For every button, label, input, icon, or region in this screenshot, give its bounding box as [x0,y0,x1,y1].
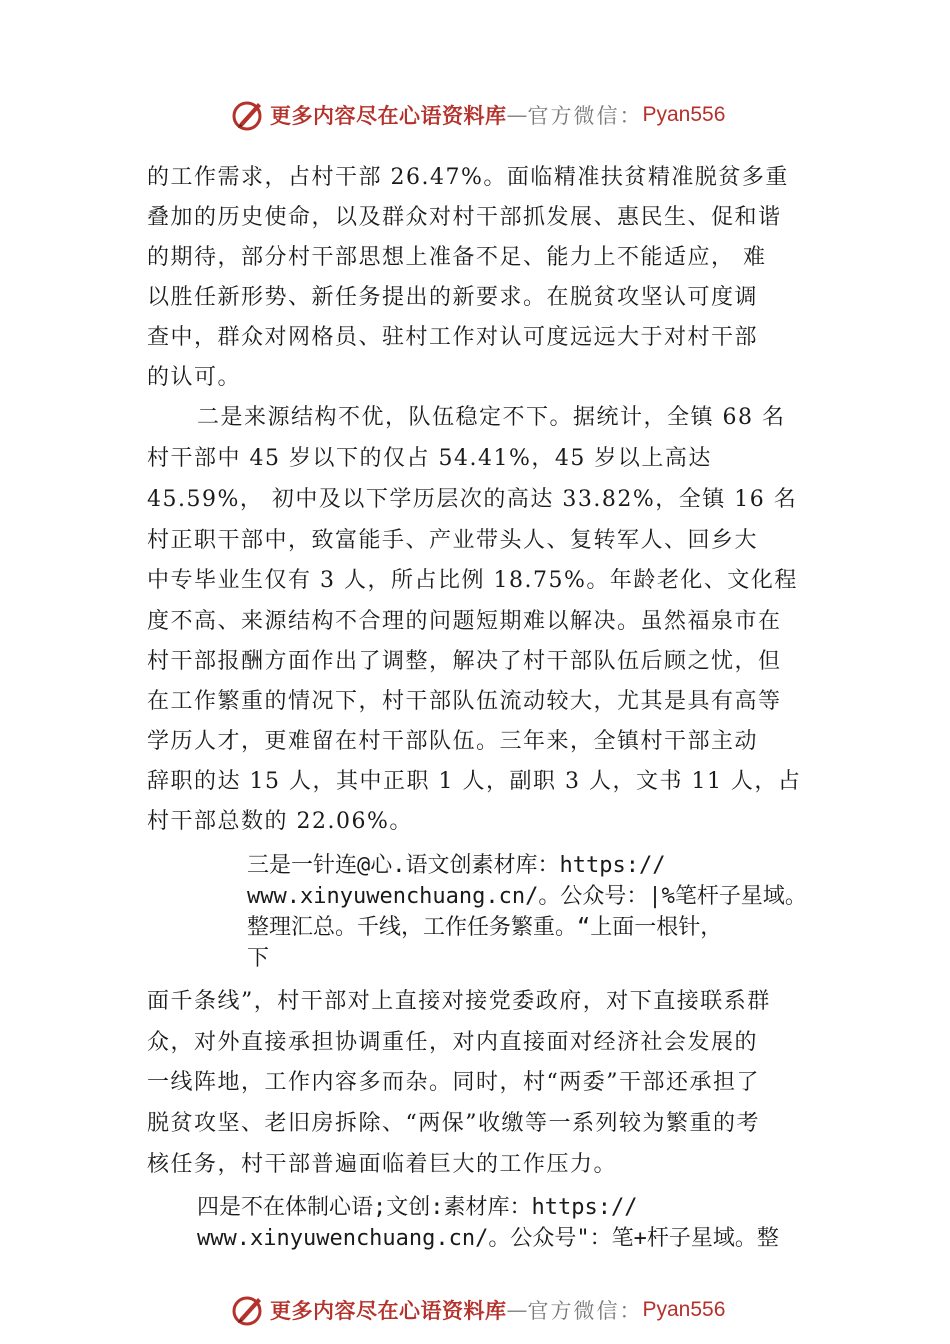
body-line: 中专毕业生仅有 3 人，所占比例 18.75%。年龄老化、文化程 [147,568,798,593]
watermark-id: Pyan556 [642,103,726,126]
paragraph-heading-2: 二是来源结构不优，队伍稳定不下。据统计，全镇 68 名 [197,405,786,430]
body-line: 度不高、来源结构不合理的问题短期难以解决。虽然福泉市在 [147,609,782,634]
body-line: 在工作繁重的情况下，村干部队伍流动较大，尤其是具有高等 [147,689,782,714]
inserted-text-line: 三是一针连@心.语文创素材库：https:// [247,853,666,878]
body-line: 的期待，部分村干部思想上准备不足、能力上不能适应， 难 [147,245,767,270]
watermark-label: 官方微信： [527,1299,643,1323]
body-line: 面千条线”，村干部对上直接对接党委政府，对下直接联系群 [147,989,771,1014]
body-line: 辞职的达 15 人，其中正职 1 人，副职 3 人，文书 11 人，占 [147,769,802,794]
inserted-text-line: 下 [247,946,270,971]
inserted-text-line: www.xinyuwenchuang.cn/。公众号：|%笔杆子星域。 [247,884,807,909]
body-line: 核任务，村干部普遍面临着巨大的工作压力。 [147,1152,618,1177]
body-line: 村干部报酬方面作出了调整，解决了村干部队伍后顾之忧，但 [147,649,782,674]
footer-watermark [230,1290,725,1330]
watermark-dash: — [506,103,528,127]
body-line: 村干部总数的 22.06%。 [147,809,413,834]
watermark-dash: — [506,1298,528,1322]
body-line: 45.59%， 初中及以下学历层次的高达 33.82%，全镇 16 名 [147,487,798,512]
body-line: 的认可。 [147,365,242,390]
body-line: 查中，群众对网格员、驻村工作对认可度远远大于对村干部 [147,325,759,350]
body-line: 的工作需求，占村干部 26.47%。面临精准扶贫精准脱贫多重 [147,165,789,190]
body-line: 村正职干部中，致富能手、产业带头人、复转军人、回乡大 [147,528,759,553]
body-line: 脱贫攻坚、老旧房拆除、“两保”收缴等一系列较为繁重的考 [147,1111,760,1136]
body-line: 一线阵地，工作内容多而杂。同时，村“两委”干部还承担了 [147,1070,760,1095]
pen-logo-icon [230,1292,266,1328]
watermark-prefix: 更多内容尽在心语资料库 [270,1298,507,1323]
inserted-text-line: 整理汇总。千线，工作任务繁重。“上面一根针， [247,915,723,940]
body-line: 以胜任新形势、新任务提出的新要求。在脱贫攻坚认可度调 [147,285,759,310]
body-line: 叠加的历史使命，以及群众对村干部抓发展、惠民生、促和谐 [147,205,782,230]
pen-logo-icon [230,97,266,133]
body-line: 众，对外直接承担协调重任，对内直接面对经济社会发展的 [147,1030,759,1055]
watermark-prefix: 更多内容尽在心语资料库 [270,103,507,128]
body-line: 村干部中 45 岁以下的仅占 54.41%，45 岁以上高达 [147,446,712,471]
body-line: 学历人才，更难留在村干部队伍。三年来，全镇村干部主动 [147,729,759,754]
watermark-id: Pyan556 [642,1298,726,1321]
watermark-label: 官方微信： [527,104,643,128]
header-watermark [230,95,725,135]
inserted-text-line: 四是不在体制心语;文创:素材库：https:// [197,1195,638,1220]
inserted-text-line: www.xinyuwenchuang.cn/。公众号"：笔+杆子星域。整 [197,1226,779,1251]
